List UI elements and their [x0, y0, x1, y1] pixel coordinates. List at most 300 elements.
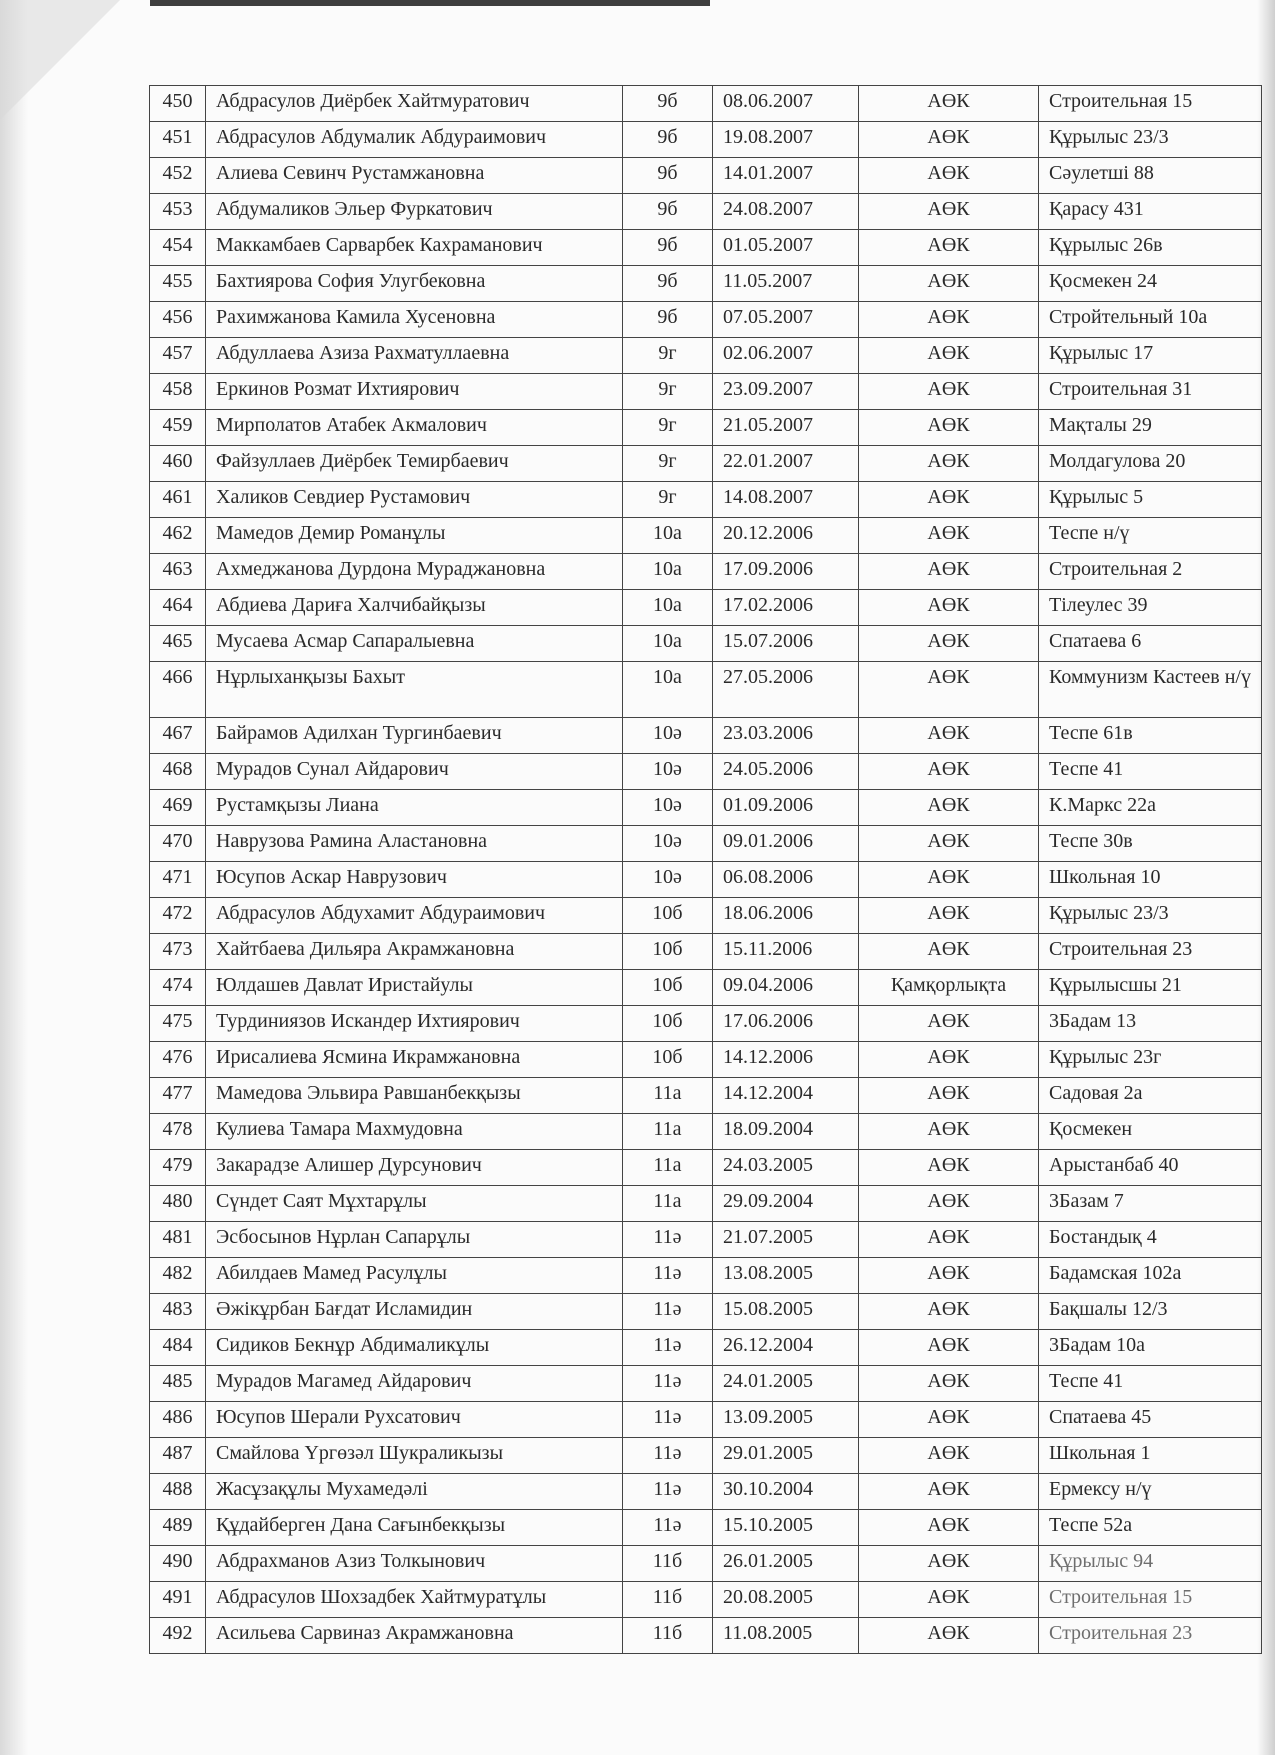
student-name-cell: Мамедова Эльвира Равшанбекқызы	[206, 1078, 623, 1114]
table-row	[150, 86, 1262, 122]
address-cell: Бостандық 4	[1039, 1222, 1262, 1258]
row-number-cell: 474	[150, 970, 206, 1006]
student-name-cell: Эсбосынов Нұрлан Сапарұлы	[206, 1222, 623, 1258]
row-number-cell: 473	[150, 934, 206, 970]
address-cell: Строительная 2	[1039, 554, 1262, 590]
table-row	[150, 754, 1262, 790]
birth-date-cell: 14.08.2007	[713, 482, 859, 518]
status-cell: АӨК	[859, 482, 1039, 518]
row-number-cell: 472	[150, 898, 206, 934]
student-name-cell: Рустамқызы Лиана	[206, 790, 623, 826]
birth-date-cell: 18.06.2006	[713, 898, 859, 934]
row-number-cell: 471	[150, 862, 206, 898]
status-cell: АӨК	[859, 1438, 1039, 1474]
birth-date-cell: 09.01.2006	[713, 826, 859, 862]
student-name-cell: Ирисалиева Ясмина Икрамжановна	[206, 1042, 623, 1078]
status-cell: АӨК	[859, 626, 1039, 662]
address-cell: 3Бадам 10а	[1039, 1330, 1262, 1366]
class-name-cell: 11ә	[623, 1474, 713, 1510]
status-cell: Қамқорлықта	[859, 970, 1039, 1006]
table-row	[150, 898, 1262, 934]
table-row	[150, 554, 1262, 590]
class-name-cell: 10ә	[623, 718, 713, 754]
student-name-cell: Турдиниязов Искандер Ихтиярович	[206, 1006, 623, 1042]
birth-date-cell: 18.09.2004	[713, 1114, 859, 1150]
status-cell: АӨК	[859, 718, 1039, 754]
status-cell: АӨК	[859, 662, 1039, 718]
class-name-cell: 9б	[623, 122, 713, 158]
student-name-cell: Файзуллаев Диёрбек Темирбаевич	[206, 446, 623, 482]
birth-date-cell: 11.05.2007	[713, 266, 859, 302]
address-cell: 3Бадам 13	[1039, 1006, 1262, 1042]
address-cell: Спатаева 6	[1039, 626, 1262, 662]
table-row	[150, 1546, 1262, 1582]
class-name-cell: 11ә	[623, 1510, 713, 1546]
address-cell: Қарасу 431	[1039, 194, 1262, 230]
row-number-cell: 452	[150, 158, 206, 194]
birth-date-cell: 29.01.2005	[713, 1438, 859, 1474]
row-number-cell: 480	[150, 1186, 206, 1222]
status-cell: АӨК	[859, 862, 1039, 898]
status-cell: АӨК	[859, 1330, 1039, 1366]
class-name-cell: 10б	[623, 1042, 713, 1078]
student-name-cell: Абилдаев Мамед Расулұлы	[206, 1258, 623, 1294]
table-row	[150, 1258, 1262, 1294]
table-row	[150, 410, 1262, 446]
address-cell: Тілеулес 39	[1039, 590, 1262, 626]
status-cell: АӨК	[859, 754, 1039, 790]
student-name-cell: Алиева Севинч Рустамжановна	[206, 158, 623, 194]
row-number-cell: 465	[150, 626, 206, 662]
student-name-cell: Абдрасулов Диёрбек Хайтмуратович	[206, 86, 623, 122]
address-cell: Строительная 23	[1039, 1618, 1262, 1654]
student-name-cell: Бахтиярова София Улугбековна	[206, 266, 623, 302]
address-cell: К.Маркс 22а	[1039, 790, 1262, 826]
class-name-cell: 10ә	[623, 754, 713, 790]
row-number-cell: 478	[150, 1114, 206, 1150]
student-name-cell: Құдайберген Дана Сағынбекқызы	[206, 1510, 623, 1546]
status-cell: АӨК	[859, 1366, 1039, 1402]
birth-date-cell: 01.09.2006	[713, 790, 859, 826]
table-row	[150, 626, 1262, 662]
address-cell: Строительная 15	[1039, 1582, 1262, 1618]
status-cell: АӨК	[859, 898, 1039, 934]
table-row	[150, 1330, 1262, 1366]
class-name-cell: 11ә	[623, 1294, 713, 1330]
address-cell: 3Базам 7	[1039, 1186, 1262, 1222]
status-cell: АӨК	[859, 266, 1039, 302]
birth-date-cell: 26.01.2005	[713, 1546, 859, 1582]
student-name-cell: Абдрасулов Абдумалик Абдураимович	[206, 122, 623, 158]
birth-date-cell: 14.12.2004	[713, 1078, 859, 1114]
student-name-cell: Кулиева Тамара Махмудовна	[206, 1114, 623, 1150]
birth-date-cell: 24.03.2005	[713, 1150, 859, 1186]
table-row	[150, 1006, 1262, 1042]
status-cell: АӨК	[859, 1042, 1039, 1078]
row-number-cell: 463	[150, 554, 206, 590]
table-row	[150, 718, 1262, 754]
birth-date-cell: 23.09.2007	[713, 374, 859, 410]
address-cell: Теспе н/ү	[1039, 518, 1262, 554]
status-cell: АӨК	[859, 338, 1039, 374]
student-name-cell: Мирполатов Атабек Акмалович	[206, 410, 623, 446]
address-cell: Спатаева 45	[1039, 1402, 1262, 1438]
status-cell: АӨК	[859, 1582, 1039, 1618]
row-number-cell: 451	[150, 122, 206, 158]
birth-date-cell: 27.05.2006	[713, 662, 859, 718]
student-name-cell: Абдрасулов Абдухамит Абдураимович	[206, 898, 623, 934]
table-row	[150, 1042, 1262, 1078]
table-row	[150, 158, 1262, 194]
class-name-cell: 11б	[623, 1618, 713, 1654]
status-cell: АӨК	[859, 158, 1039, 194]
status-cell: АӨК	[859, 230, 1039, 266]
row-number-cell: 468	[150, 754, 206, 790]
birth-date-cell: 15.11.2006	[713, 934, 859, 970]
roster-body	[150, 86, 1262, 1654]
status-cell: АӨК	[859, 1402, 1039, 1438]
class-name-cell: 11ә	[623, 1366, 713, 1402]
row-number-cell: 464	[150, 590, 206, 626]
status-cell: АӨК	[859, 1258, 1039, 1294]
class-name-cell: 9г	[623, 338, 713, 374]
row-number-cell: 469	[150, 790, 206, 826]
status-cell: АӨК	[859, 1546, 1039, 1582]
class-name-cell: 10б	[623, 1006, 713, 1042]
row-number-cell: 482	[150, 1258, 206, 1294]
birth-date-cell: 30.10.2004	[713, 1474, 859, 1510]
table-row	[150, 1222, 1262, 1258]
birth-date-cell: 02.06.2007	[713, 338, 859, 374]
row-number-cell: 489	[150, 1510, 206, 1546]
birth-date-cell: 23.03.2006	[713, 718, 859, 754]
address-cell: Қосмекен	[1039, 1114, 1262, 1150]
row-number-cell: 470	[150, 826, 206, 862]
table-row	[150, 1402, 1262, 1438]
birth-date-cell: 14.12.2006	[713, 1042, 859, 1078]
class-name-cell: 10б	[623, 934, 713, 970]
class-name-cell: 10а	[623, 554, 713, 590]
table-row	[150, 862, 1262, 898]
row-number-cell: 475	[150, 1006, 206, 1042]
class-name-cell: 9г	[623, 410, 713, 446]
table-row	[150, 1618, 1262, 1654]
status-cell: АӨК	[859, 934, 1039, 970]
row-number-cell: 467	[150, 718, 206, 754]
scan-top-edge	[150, 0, 710, 6]
student-name-cell: Смайлова Үргөзәл Шукраликызы	[206, 1438, 623, 1474]
address-cell: Бадамская 102а	[1039, 1258, 1262, 1294]
birth-date-cell: 06.08.2006	[713, 862, 859, 898]
address-cell: Строительная 31	[1039, 374, 1262, 410]
class-name-cell: 9г	[623, 374, 713, 410]
row-number-cell: 453	[150, 194, 206, 230]
status-cell: АӨК	[859, 590, 1039, 626]
address-cell: Құрылысшы 21	[1039, 970, 1262, 1006]
table-row	[150, 1186, 1262, 1222]
birth-date-cell: 21.07.2005	[713, 1222, 859, 1258]
birth-date-cell: 11.08.2005	[713, 1618, 859, 1654]
student-name-cell: Рахимжанова Камила Хусеновна	[206, 302, 623, 338]
status-cell: АӨК	[859, 86, 1039, 122]
class-name-cell: 11а	[623, 1186, 713, 1222]
table-row	[150, 662, 1262, 718]
row-number-cell: 477	[150, 1078, 206, 1114]
address-cell: Құрылыс 17	[1039, 338, 1262, 374]
birth-date-cell: 09.04.2006	[713, 970, 859, 1006]
address-cell: Школьная 10	[1039, 862, 1262, 898]
student-name-cell: Мурадов Магамед Айдарович	[206, 1366, 623, 1402]
class-name-cell: 11ә	[623, 1258, 713, 1294]
class-name-cell: 10а	[623, 518, 713, 554]
address-cell: Құрылыс 23/3	[1039, 898, 1262, 934]
address-cell: Садовая 2а	[1039, 1078, 1262, 1114]
class-name-cell: 9б	[623, 158, 713, 194]
table-row	[150, 826, 1262, 862]
status-cell: АӨК	[859, 1078, 1039, 1114]
status-cell: АӨК	[859, 1006, 1039, 1042]
address-cell: Арыстанбаб 40	[1039, 1150, 1262, 1186]
row-number-cell: 457	[150, 338, 206, 374]
class-name-cell: 11б	[623, 1582, 713, 1618]
status-cell: АӨК	[859, 1114, 1039, 1150]
birth-date-cell: 13.09.2005	[713, 1402, 859, 1438]
student-name-cell: Юсупов Шерали Рухсатович	[206, 1402, 623, 1438]
status-cell: АӨК	[859, 1186, 1039, 1222]
table-row	[150, 1438, 1262, 1474]
birth-date-cell: 15.07.2006	[713, 626, 859, 662]
class-name-cell: 9б	[623, 230, 713, 266]
row-number-cell: 481	[150, 1222, 206, 1258]
table-row	[150, 590, 1262, 626]
row-number-cell: 487	[150, 1438, 206, 1474]
table-row	[150, 1474, 1262, 1510]
row-number-cell: 456	[150, 302, 206, 338]
class-name-cell: 10б	[623, 898, 713, 934]
class-name-cell: 9б	[623, 86, 713, 122]
student-name-cell: Сүндет Саят Мұхтарұлы	[206, 1186, 623, 1222]
class-name-cell: 10ә	[623, 826, 713, 862]
birth-date-cell: 14.01.2007	[713, 158, 859, 194]
row-number-cell: 460	[150, 446, 206, 482]
status-cell: АӨК	[859, 1222, 1039, 1258]
birth-date-cell: 19.08.2007	[713, 122, 859, 158]
class-name-cell: 11б	[623, 1546, 713, 1582]
address-cell: Коммунизм Кастеев н/ү	[1039, 662, 1262, 718]
table-row	[150, 790, 1262, 826]
table-row	[150, 338, 1262, 374]
row-number-cell: 459	[150, 410, 206, 446]
student-name-cell: Абдиева Дариға Халчибайқызы	[206, 590, 623, 626]
birth-date-cell: 07.05.2007	[713, 302, 859, 338]
class-name-cell: 10ә	[623, 790, 713, 826]
birth-date-cell: 21.05.2007	[713, 410, 859, 446]
birth-date-cell: 01.05.2007	[713, 230, 859, 266]
address-cell: Строительная 15	[1039, 86, 1262, 122]
row-number-cell: 476	[150, 1042, 206, 1078]
birth-date-cell: 20.08.2005	[713, 1582, 859, 1618]
birth-date-cell: 24.08.2007	[713, 194, 859, 230]
row-number-cell: 486	[150, 1402, 206, 1438]
status-cell: АӨК	[859, 410, 1039, 446]
status-cell: АӨК	[859, 1474, 1039, 1510]
address-cell: Ермексу н/ү	[1039, 1474, 1262, 1510]
student-name-cell: Юлдашев Давлат Иристайулы	[206, 970, 623, 1006]
birth-date-cell: 17.09.2006	[713, 554, 859, 590]
row-number-cell: 488	[150, 1474, 206, 1510]
table-row	[150, 1294, 1262, 1330]
address-cell: Школьная 1	[1039, 1438, 1262, 1474]
student-name-cell: Абдрахманов Азиз Толкынович	[206, 1546, 623, 1582]
table-row	[150, 266, 1262, 302]
status-cell: АӨК	[859, 446, 1039, 482]
status-cell: АӨК	[859, 194, 1039, 230]
row-number-cell: 484	[150, 1330, 206, 1366]
student-name-cell: Ахмеджанова Дурдона Мураджановна	[206, 554, 623, 590]
address-cell: Молдагулова 20	[1039, 446, 1262, 482]
table-row	[150, 1114, 1262, 1150]
row-number-cell: 479	[150, 1150, 206, 1186]
birth-date-cell: 08.06.2007	[713, 86, 859, 122]
table-row	[150, 1078, 1262, 1114]
student-name-cell: Жасұзақұлы Мухамедәлі	[206, 1474, 623, 1510]
row-number-cell: 485	[150, 1366, 206, 1402]
table-row	[150, 482, 1262, 518]
status-cell: АӨК	[859, 554, 1039, 590]
class-name-cell: 10а	[623, 590, 713, 626]
table-row	[150, 1510, 1262, 1546]
table-row	[150, 122, 1262, 158]
student-name-cell: Мурадов Сунал Айдарович	[206, 754, 623, 790]
address-cell: Мақталы 29	[1039, 410, 1262, 446]
student-name-cell: Абдрасулов Шохзадбек Хайтмуратұлы	[206, 1582, 623, 1618]
class-name-cell: 10а	[623, 662, 713, 718]
birth-date-cell: 15.10.2005	[713, 1510, 859, 1546]
student-name-cell: Мусаева Асмар Сапаралыевна	[206, 626, 623, 662]
student-name-cell: Абдумаликов Эльер Фуркатович	[206, 194, 623, 230]
status-cell: АӨК	[859, 374, 1039, 410]
status-cell: АӨК	[859, 518, 1039, 554]
class-name-cell: 9б	[623, 266, 713, 302]
table-row	[150, 374, 1262, 410]
class-name-cell: 11а	[623, 1114, 713, 1150]
status-cell: АӨК	[859, 1150, 1039, 1186]
address-cell: Қосмекен 24	[1039, 266, 1262, 302]
table-row	[150, 934, 1262, 970]
table-row	[150, 302, 1262, 338]
birth-date-cell: 17.02.2006	[713, 590, 859, 626]
row-number-cell: 491	[150, 1582, 206, 1618]
row-number-cell: 466	[150, 662, 206, 718]
birth-date-cell: 29.09.2004	[713, 1186, 859, 1222]
birth-date-cell: 13.08.2005	[713, 1258, 859, 1294]
student-roster-table	[149, 85, 1262, 1654]
address-cell: Құрылыс 26в	[1039, 230, 1262, 266]
class-name-cell: 9б	[623, 194, 713, 230]
status-cell: АӨК	[859, 302, 1039, 338]
student-name-cell: Маккамбаев Сарварбек Кахраманович	[206, 230, 623, 266]
class-name-cell: 11ә	[623, 1330, 713, 1366]
birth-date-cell: 26.12.2004	[713, 1330, 859, 1366]
scan-left-shadow	[0, 0, 28, 1755]
student-name-cell: Байрамов Адилхан Тургинбаевич	[206, 718, 623, 754]
student-name-cell: Халиков Севдиер Рустамович	[206, 482, 623, 518]
table-row	[150, 518, 1262, 554]
address-cell: Стройтельный 10а	[1039, 302, 1262, 338]
student-name-cell: Әжікұрбан Бағдат Исламидин	[206, 1294, 623, 1330]
birth-date-cell: 20.12.2006	[713, 518, 859, 554]
table-row	[150, 194, 1262, 230]
student-name-cell: Еркинов Розмат Ихтиярович	[206, 374, 623, 410]
row-number-cell: 492	[150, 1618, 206, 1654]
status-cell: АӨК	[859, 790, 1039, 826]
class-name-cell: 9г	[623, 446, 713, 482]
class-name-cell: 11ә	[623, 1402, 713, 1438]
status-cell: АӨК	[859, 1294, 1039, 1330]
table-row	[150, 1150, 1262, 1186]
class-name-cell: 9б	[623, 302, 713, 338]
student-name-cell: Закарадзе Алишер Дурсунович	[206, 1150, 623, 1186]
row-number-cell: 450	[150, 86, 206, 122]
class-name-cell: 11ә	[623, 1222, 713, 1258]
row-number-cell: 461	[150, 482, 206, 518]
class-name-cell: 10а	[623, 626, 713, 662]
row-number-cell: 483	[150, 1294, 206, 1330]
status-cell: АӨК	[859, 1618, 1039, 1654]
address-cell: Бақшалы 12/3	[1039, 1294, 1262, 1330]
student-name-cell: Сидиков Бекнұр Абдималикұлы	[206, 1330, 623, 1366]
row-number-cell: 458	[150, 374, 206, 410]
table-row	[150, 1366, 1262, 1402]
table-row	[150, 446, 1262, 482]
address-cell: Сәулетші 88	[1039, 158, 1262, 194]
row-number-cell: 454	[150, 230, 206, 266]
status-cell: АӨК	[859, 1510, 1039, 1546]
class-name-cell: 11а	[623, 1150, 713, 1186]
table-row	[150, 230, 1262, 266]
address-cell: Теспе 41	[1039, 754, 1262, 790]
student-name-cell: Абдуллаева Азиза Рахматуллаевна	[206, 338, 623, 374]
status-cell: АӨК	[859, 826, 1039, 862]
student-name-cell: Юсупов Аскар Наврузович	[206, 862, 623, 898]
row-number-cell: 490	[150, 1546, 206, 1582]
address-cell: Құрылыс 23г	[1039, 1042, 1262, 1078]
class-name-cell: 11а	[623, 1078, 713, 1114]
address-cell: Құрылыс 23/3	[1039, 122, 1262, 158]
address-cell: Теспе 30в	[1039, 826, 1262, 862]
student-name-cell: Нұрлыханқызы Бахыт	[206, 662, 623, 718]
address-cell: Құрылыс 94	[1039, 1546, 1262, 1582]
student-name-cell: Мамедов Демир Романұлы	[206, 518, 623, 554]
birth-date-cell: 15.08.2005	[713, 1294, 859, 1330]
address-cell: Строительная 23	[1039, 934, 1262, 970]
birth-date-cell: 22.01.2007	[713, 446, 859, 482]
table-row	[150, 970, 1262, 1006]
status-cell: АӨК	[859, 122, 1039, 158]
student-name-cell: Наврузова Рамина Аластановна	[206, 826, 623, 862]
row-number-cell: 462	[150, 518, 206, 554]
address-cell: Теспе 41	[1039, 1366, 1262, 1402]
row-number-cell: 455	[150, 266, 206, 302]
class-name-cell: 9г	[623, 482, 713, 518]
birth-date-cell: 17.06.2006	[713, 1006, 859, 1042]
address-cell: Теспе 61в	[1039, 718, 1262, 754]
student-name-cell: Асильева Сарвиназ Акрамжановна	[206, 1618, 623, 1654]
class-name-cell: 11ә	[623, 1438, 713, 1474]
class-name-cell: 10ә	[623, 862, 713, 898]
birth-date-cell: 24.01.2005	[713, 1366, 859, 1402]
table-row	[150, 1582, 1262, 1618]
